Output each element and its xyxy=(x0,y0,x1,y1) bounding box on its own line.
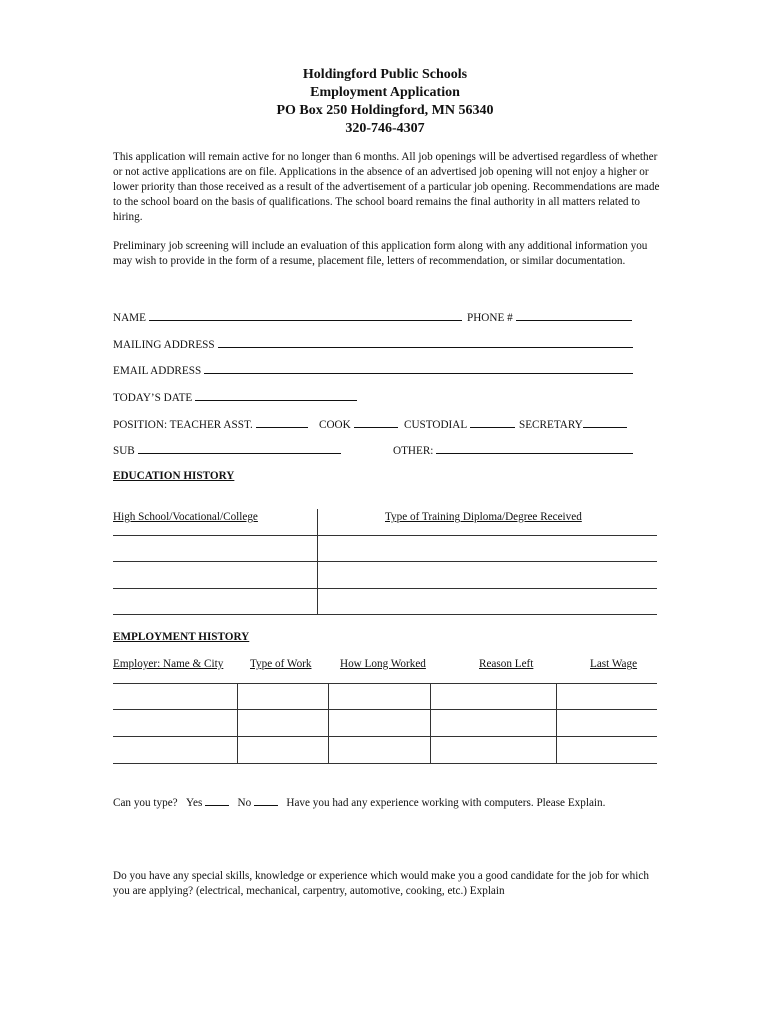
name-label: NAME xyxy=(113,312,146,324)
other-field xyxy=(393,443,633,458)
school-address: PO Box 250 Holdingford, MN 56340 xyxy=(276,103,494,118)
position-custodial-field xyxy=(404,417,515,432)
yes-input[interactable] xyxy=(205,795,229,806)
employment-section-title: EMPLOYMENT HISTORY xyxy=(113,631,250,643)
custodial-label: CUSTODIAL xyxy=(404,419,468,431)
typing-label: Can you type? xyxy=(113,797,178,809)
employment-row-line[interactable] xyxy=(113,763,657,764)
other-input[interactable] xyxy=(436,443,633,454)
cook-input[interactable] xyxy=(354,417,398,428)
mailing-label: MAILING ADDRESS xyxy=(113,339,215,351)
employment-row-line[interactable] xyxy=(113,683,657,684)
position-label: POSITION: TEACHER ASST. xyxy=(113,419,253,431)
position-secretary-field xyxy=(519,417,627,432)
education-row-line[interactable] xyxy=(113,614,657,615)
form-header xyxy=(0,66,770,138)
employment-col-employer: Employer: Name & City xyxy=(113,658,224,670)
education-col-degree: Type of Training Diploma/Degree Received xyxy=(385,511,582,523)
typing-question xyxy=(113,795,661,811)
education-row-line[interactable] xyxy=(113,561,657,562)
employment-row-line[interactable] xyxy=(113,736,657,737)
email-label: EMAIL ADDRESS xyxy=(113,365,202,377)
secretary-label: SECRETARY xyxy=(519,419,583,431)
sub-field xyxy=(113,443,341,458)
intro-paragraph-active: This application will remain active for no longer than 6 months. All job openings will be advertised regardless of whether or not active applications are on file. Applications in the absence of an advertised job opening will not enjoy a higher or lower priority than those received as a result of the advertisement of a particular job opening. Recommendations are made to the school board on the basis of qualifications. The school board remains the final authority in all matters related to hiring. xyxy=(113,151,660,223)
employment-col-duration: How Long Worked xyxy=(340,658,426,670)
custodial-input[interactable] xyxy=(470,417,515,428)
date-label: TODAY’S DATE xyxy=(113,392,193,404)
phone-input[interactable] xyxy=(516,310,632,321)
computers-question: Have you had any experience working with computers. Please Explain. xyxy=(286,797,606,809)
employment-col-wage: Last Wage xyxy=(590,658,638,670)
position-teacher-field xyxy=(113,417,308,432)
education-section-title: EDUCATION HISTORY xyxy=(113,470,235,482)
employment-column-divider xyxy=(430,683,431,763)
mailing-input[interactable] xyxy=(218,337,633,348)
sub-label: SUB xyxy=(113,445,135,457)
phone-field xyxy=(467,310,632,325)
intro-paragraph-screening: Preliminary job screening will include an evaluation of this application form along with any additional information you may wish to provide in the form of a resume, placement file, letters of recommendation, or similar documentation. xyxy=(113,240,648,267)
education-row-line[interactable] xyxy=(113,588,657,589)
employment-col-work-type: Type of Work xyxy=(250,658,312,670)
employment-col-reason: Reason Left xyxy=(479,658,534,670)
employment-column-divider xyxy=(328,683,329,763)
employment-row-line[interactable] xyxy=(113,709,657,710)
position-cook-field xyxy=(319,417,398,432)
name-input[interactable] xyxy=(149,310,462,321)
no-input[interactable] xyxy=(254,795,278,806)
form-title: Employment Application xyxy=(310,85,460,100)
skills-question: Do you have any special skills, knowledge or experience which would make you a good candidate for the job for which you are applying? (electrical, mechanical, carpentry, automotive, cooking, etc.) Explain xyxy=(113,870,649,897)
no-label: No xyxy=(237,797,252,809)
other-label: OTHER: xyxy=(393,445,434,457)
phone-label: PHONE # xyxy=(467,312,513,324)
name-field xyxy=(113,310,462,325)
education-row-line[interactable] xyxy=(113,535,657,536)
date-input[interactable] xyxy=(195,390,357,401)
secretary-input[interactable] xyxy=(583,417,627,428)
cook-label: COOK xyxy=(319,419,351,431)
school-name: Holdingford Public Schools xyxy=(302,67,468,82)
teacher-asst-input[interactable] xyxy=(256,417,308,428)
date-field xyxy=(113,390,357,405)
employment-column-divider xyxy=(556,683,557,763)
email-input[interactable] xyxy=(204,363,633,374)
mailing-field xyxy=(113,337,633,352)
sub-input[interactable] xyxy=(138,443,341,454)
education-col-school: High School/Vocational/College xyxy=(113,511,258,523)
yes-label: Yes xyxy=(186,797,203,809)
school-phone: 320-746-4307 xyxy=(345,121,425,136)
email-field xyxy=(113,363,633,378)
employment-column-divider xyxy=(237,683,238,763)
